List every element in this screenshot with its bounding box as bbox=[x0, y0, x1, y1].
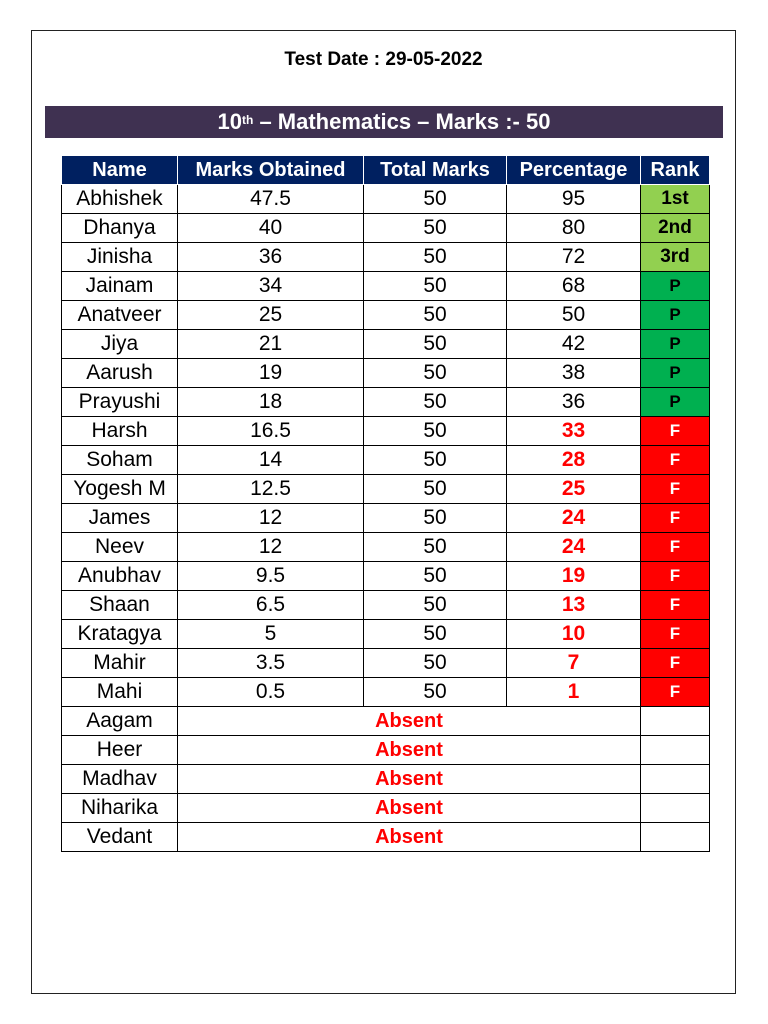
total-marks: 50 bbox=[364, 591, 507, 620]
percentage: 72 bbox=[507, 243, 641, 272]
total-marks: 50 bbox=[364, 504, 507, 533]
column-header-percentage: Percentage bbox=[507, 156, 641, 185]
percentage: 50 bbox=[507, 301, 641, 330]
percentage: 38 bbox=[507, 359, 641, 388]
marks-obtained: 14 bbox=[178, 446, 364, 475]
rank-badge: F bbox=[641, 562, 710, 591]
marks-obtained: 0.5 bbox=[178, 678, 364, 707]
rank-badge: F bbox=[641, 475, 710, 504]
marks-obtained: 12 bbox=[178, 533, 364, 562]
percentage: 13 bbox=[507, 591, 641, 620]
table-row-absent bbox=[62, 794, 710, 823]
report-page bbox=[31, 30, 736, 994]
student-name: Anubhav bbox=[62, 562, 178, 591]
rank-badge: P bbox=[641, 301, 710, 330]
marks-obtained: 3.5 bbox=[178, 649, 364, 678]
percentage: 1 bbox=[507, 678, 641, 707]
table-row bbox=[62, 185, 710, 214]
marks-obtained: 12.5 bbox=[178, 475, 364, 504]
table-row bbox=[62, 388, 710, 417]
total-marks: 50 bbox=[364, 272, 507, 301]
percentage: 80 bbox=[507, 214, 641, 243]
rank-badge: 1st bbox=[641, 185, 710, 214]
rank-badge: P bbox=[641, 272, 710, 301]
student-name: Jainam bbox=[62, 272, 178, 301]
table-row bbox=[62, 591, 710, 620]
total-marks: 50 bbox=[364, 243, 507, 272]
title-banner bbox=[45, 106, 723, 138]
rank-empty bbox=[641, 765, 710, 794]
title-grade-suffix: th bbox=[242, 113, 254, 127]
student-name: Kratagya bbox=[62, 620, 178, 649]
percentage: 25 bbox=[507, 475, 641, 504]
total-marks: 50 bbox=[364, 185, 507, 214]
marks-obtained: 16.5 bbox=[178, 417, 364, 446]
total-marks: 50 bbox=[364, 330, 507, 359]
table-row bbox=[62, 562, 710, 591]
table-row bbox=[62, 359, 710, 388]
total-marks: 50 bbox=[364, 620, 507, 649]
marks-obtained: 18 bbox=[178, 388, 364, 417]
total-marks: 50 bbox=[364, 562, 507, 591]
marks-obtained: 40 bbox=[178, 214, 364, 243]
percentage: 42 bbox=[507, 330, 641, 359]
rank-empty bbox=[641, 707, 710, 736]
percentage: 28 bbox=[507, 446, 641, 475]
table-row bbox=[62, 620, 710, 649]
student-name: Soham bbox=[62, 446, 178, 475]
student-name: Abhishek bbox=[62, 185, 178, 214]
rank-badge: 2nd bbox=[641, 214, 710, 243]
table-row bbox=[62, 649, 710, 678]
rank-badge: F bbox=[641, 649, 710, 678]
table-row bbox=[62, 678, 710, 707]
table-row-absent bbox=[62, 765, 710, 794]
total-marks: 50 bbox=[364, 301, 507, 330]
table-body bbox=[62, 185, 710, 852]
marks-obtained: 47.5 bbox=[178, 185, 364, 214]
student-name: Harsh bbox=[62, 417, 178, 446]
rank-badge: P bbox=[641, 330, 710, 359]
test-date: Test Date : 29-05-2022 bbox=[284, 49, 483, 70]
rank-badge: F bbox=[641, 591, 710, 620]
percentage: 10 bbox=[507, 620, 641, 649]
student-name: Anatveer bbox=[62, 301, 178, 330]
rank-badge: P bbox=[641, 359, 710, 388]
table-row bbox=[62, 533, 710, 562]
rank-badge: P bbox=[641, 388, 710, 417]
percentage: 33 bbox=[507, 417, 641, 446]
rank-empty bbox=[641, 794, 710, 823]
percentage: 24 bbox=[507, 504, 641, 533]
rank-badge: F bbox=[641, 620, 710, 649]
marks-table bbox=[61, 155, 710, 852]
total-marks: 50 bbox=[364, 446, 507, 475]
total-marks: 50 bbox=[364, 533, 507, 562]
percentage: 36 bbox=[507, 388, 641, 417]
student-name: Jinisha bbox=[62, 243, 178, 272]
absent-label: Absent bbox=[178, 794, 641, 823]
total-marks: 50 bbox=[364, 388, 507, 417]
rank-badge: F bbox=[641, 533, 710, 562]
table-row bbox=[62, 475, 710, 504]
total-marks: 50 bbox=[364, 417, 507, 446]
student-name: Yogesh M bbox=[62, 475, 178, 504]
student-name: Jiya bbox=[62, 330, 178, 359]
table-row bbox=[62, 417, 710, 446]
student-name: James bbox=[62, 504, 178, 533]
total-marks: 50 bbox=[364, 359, 507, 388]
student-name: Prayushi bbox=[62, 388, 178, 417]
rank-badge: F bbox=[641, 446, 710, 475]
student-name: Mahir bbox=[62, 649, 178, 678]
student-name: Neev bbox=[62, 533, 178, 562]
rank-badge: 3rd bbox=[641, 243, 710, 272]
table-row bbox=[62, 504, 710, 533]
table-row bbox=[62, 214, 710, 243]
table-row bbox=[62, 272, 710, 301]
table-row bbox=[62, 446, 710, 475]
column-header-total: Total Marks bbox=[364, 156, 507, 185]
percentage: 19 bbox=[507, 562, 641, 591]
column-header-name: Name bbox=[62, 156, 178, 185]
student-name: Niharika bbox=[62, 794, 178, 823]
table-row bbox=[62, 301, 710, 330]
marks-obtained: 36 bbox=[178, 243, 364, 272]
marks-obtained: 21 bbox=[178, 330, 364, 359]
table-row-absent bbox=[62, 823, 710, 852]
rank-badge: F bbox=[641, 678, 710, 707]
percentage: 95 bbox=[507, 185, 641, 214]
total-marks: 50 bbox=[364, 649, 507, 678]
student-name: Aarush bbox=[62, 359, 178, 388]
rank-empty bbox=[641, 736, 710, 765]
total-marks: 50 bbox=[364, 475, 507, 504]
table-row-absent bbox=[62, 736, 710, 765]
percentage: 68 bbox=[507, 272, 641, 301]
title-subject: – Mathematics – Marks :- 50 bbox=[253, 109, 551, 134]
absent-label: Absent bbox=[178, 823, 641, 852]
percentage: 24 bbox=[507, 533, 641, 562]
rank-badge: F bbox=[641, 504, 710, 533]
table-row-absent bbox=[62, 707, 710, 736]
marks-obtained: 5 bbox=[178, 620, 364, 649]
absent-label: Absent bbox=[178, 765, 641, 794]
marks-obtained: 6.5 bbox=[178, 591, 364, 620]
marks-obtained: 9.5 bbox=[178, 562, 364, 591]
marks-obtained: 25 bbox=[178, 301, 364, 330]
column-header-marks: Marks Obtained bbox=[178, 156, 364, 185]
marks-obtained: 34 bbox=[178, 272, 364, 301]
student-name: Aagam bbox=[62, 707, 178, 736]
total-marks: 50 bbox=[364, 678, 507, 707]
percentage: 7 bbox=[507, 649, 641, 678]
absent-label: Absent bbox=[178, 707, 641, 736]
absent-label: Absent bbox=[178, 736, 641, 765]
table-header-row bbox=[62, 156, 710, 185]
table-row bbox=[62, 330, 710, 359]
marks-obtained: 12 bbox=[178, 504, 364, 533]
student-name: Mahi bbox=[62, 678, 178, 707]
marks-obtained: 19 bbox=[178, 359, 364, 388]
title-grade: 10 bbox=[217, 109, 242, 134]
student-name: Madhav bbox=[62, 765, 178, 794]
table-row bbox=[62, 243, 710, 272]
student-name: Dhanya bbox=[62, 214, 178, 243]
column-header-rank: Rank bbox=[641, 156, 710, 185]
total-marks: 50 bbox=[364, 214, 507, 243]
student-name: Shaan bbox=[62, 591, 178, 620]
rank-empty bbox=[641, 823, 710, 852]
student-name: Heer bbox=[62, 736, 178, 765]
rank-badge: F bbox=[641, 417, 710, 446]
student-name: Vedant bbox=[62, 823, 178, 852]
